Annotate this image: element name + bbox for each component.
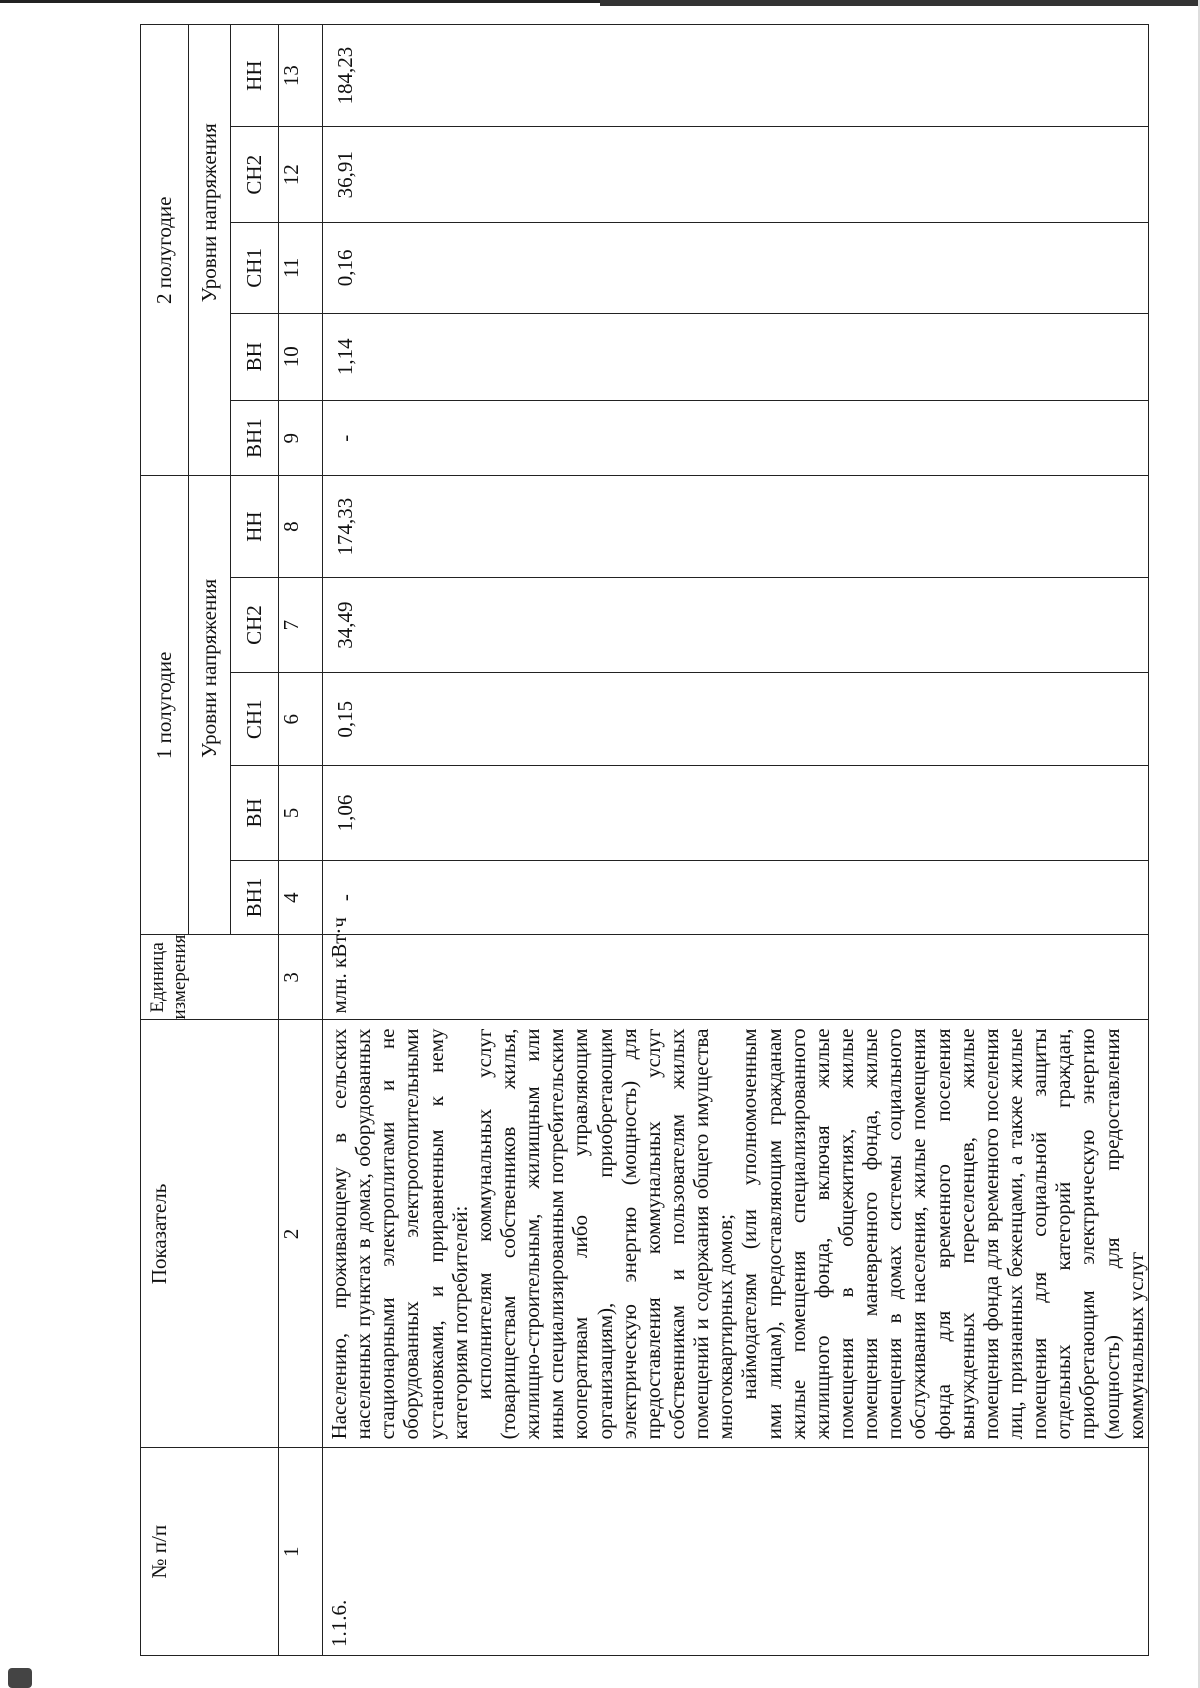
col-index: 10 [279, 313, 323, 400]
indicator-paragraph-3: наймодателям (или уполномоченным ими лицам), предоставляющим гражданам жилые помещения специализированного жилищного фонда, включая жилые помещения в общежитиях, жилые помещения маневренного фонда, жилые помещения в домах системы социального обслуживания населения, жилые помещения фонда для временного поселения вынужденных переселенцев, жилые помещения фонда для временного поселения лиц, признанных беженцами, а также жилые помещения для социальной защиты отдельных категорий граждан, приобретающим электрическую энергию (мощность) для предоставления коммунальных услуг [737, 1028, 1148, 1440]
value-h1-sn1: 0,15 [323, 673, 1149, 766]
value-h1-nn: 174,33 [323, 476, 1149, 577]
col-index: 12 [279, 127, 323, 223]
row-number: 1.1.6. [323, 1448, 1149, 1656]
level-nn: НН [231, 25, 279, 127]
level-sn1: СН1 [231, 673, 279, 766]
header-indicator: Показатель [141, 1020, 279, 1448]
value-h1-vn: 1,06 [323, 766, 1149, 861]
level-sn1: СН1 [231, 223, 279, 313]
header-levels-2: Уровни напряжения [189, 25, 231, 401]
row-unit: млн. кВт·ч [323, 935, 1149, 1020]
col-index: 5 [279, 766, 323, 861]
level-sn2: СН2 [231, 127, 279, 223]
col-index: 6 [279, 673, 323, 766]
tariff-table [140, 24, 1149, 1656]
col-index: 9 [279, 400, 323, 476]
row-indicator-text [323, 1020, 1149, 1448]
col-index: 11 [279, 223, 323, 313]
value-h2-sn1: 0,16 [323, 223, 1149, 313]
header-half1: 1 полугодие [141, 476, 189, 935]
level-vn: ВН [231, 313, 279, 400]
table-row [323, 25, 1149, 1656]
level-vn1: ВН1 [231, 860, 279, 935]
col-index: 13 [279, 25, 323, 127]
level-sn2: СН2 [231, 577, 279, 673]
value-h2-vn1: - [323, 400, 1149, 476]
value-h2-sn2: 36,91 [323, 127, 1149, 223]
header-unit: Единица измерения [141, 935, 279, 1020]
col-index: 3 [279, 935, 323, 1020]
header-half2: 2 полугодие [141, 25, 189, 476]
column-index-row [279, 25, 323, 1656]
col-index: 7 [279, 577, 323, 673]
col-index: 8 [279, 476, 323, 577]
value-h1-vn1: - [323, 860, 1149, 935]
header-row-1 [141, 25, 189, 1656]
col-index: 1 [279, 1448, 323, 1656]
value-h2-nn: 184,23 [323, 25, 1149, 127]
level-vn1: ВН1 [231, 400, 279, 476]
indicator-paragraph-1: Населению, проживающему в сельских населенных пунктах в домах, оборудованных стационарными электроплитами и не оборудованных электроотопительными установками, и приравненным к нему категориям потребителей: [327, 1028, 472, 1440]
value-h2-vn: 1,14 [323, 313, 1149, 400]
level-nn: НН [231, 476, 279, 577]
header-levels-1: Уровни напряжения [189, 476, 231, 860]
header-num: № п/п [141, 1448, 279, 1656]
indicator-paragraph-2: исполнителям коммунальных услуг (товариществам собственников жилья, жилищно-строительным, жилищным или иным специализированным потребительским кооперативам либо управляющим организациям), приобретающим электрическую энергию (мощность) для предоставления коммунальных услуг собственникам и пользователям жилых помещений и содержания общего имущества многоквартирных домов; [471, 1028, 738, 1440]
col-index: 4 [279, 860, 323, 935]
value-h1-sn2: 34,49 [323, 577, 1149, 673]
level-vn: ВН [231, 766, 279, 861]
col-index: 2 [279, 1020, 323, 1448]
